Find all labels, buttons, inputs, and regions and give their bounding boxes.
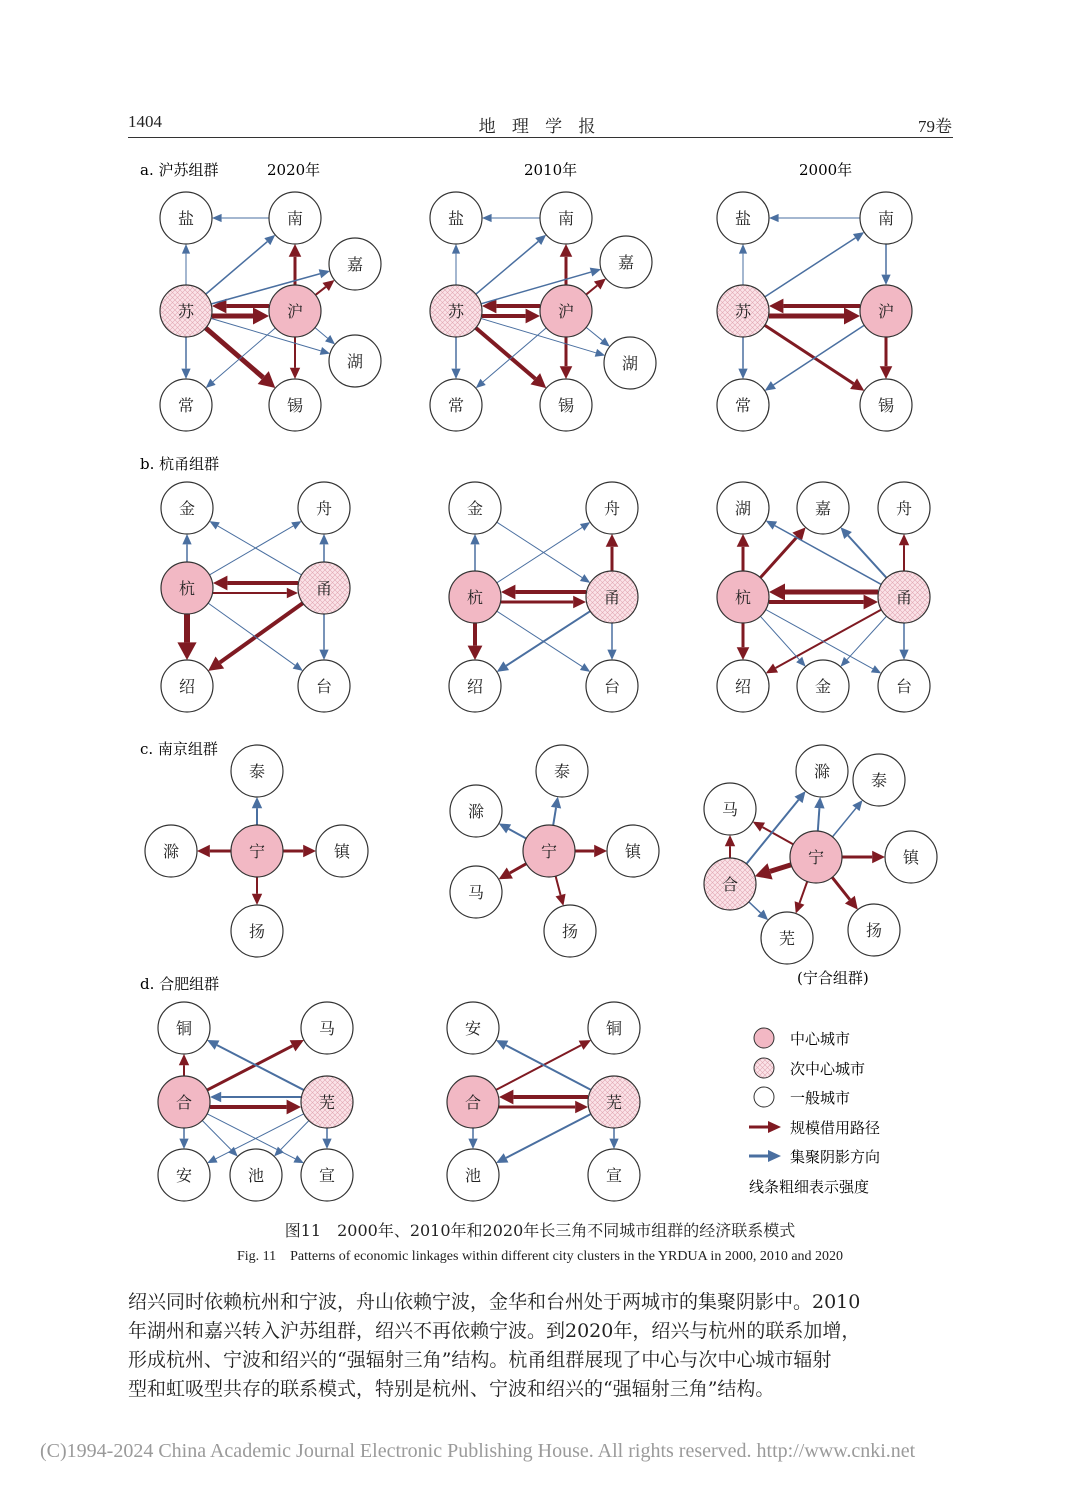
node-d2010-安 xyxy=(447,1002,499,1054)
node-a2000-盐 xyxy=(717,192,769,244)
edge-a2000-南-盐 xyxy=(769,214,860,222)
legend xyxy=(749,1028,880,1196)
edge-a2020-南-盐 xyxy=(212,214,269,222)
svg-text:宣: 宣 xyxy=(605,1166,623,1185)
year-label-2010: 2010年 xyxy=(524,161,578,179)
edge-b2000-杭-金 xyxy=(760,616,805,666)
legend-shadow-label: 集聚阴影方向 xyxy=(790,1148,881,1166)
svg-text:宁: 宁 xyxy=(540,842,558,861)
svg-text:盐: 盐 xyxy=(734,209,752,228)
figure-caption-en: Fig. 11 Patterns of economic linkages within different city clusters in the YRDUA in 2000, 2010 and 2020 xyxy=(236,1249,844,1264)
edge-d2020-合-铜 xyxy=(179,1054,189,1076)
node-c2010-扬 xyxy=(544,905,596,957)
edge-a2020-沪-嘉 xyxy=(315,280,334,295)
edge-c2000-宁-滁 xyxy=(814,797,824,831)
svg-text:宁: 宁 xyxy=(248,842,266,861)
legend-subcentral-swatch xyxy=(754,1058,774,1078)
node-d2020-马 xyxy=(301,1002,353,1054)
edge-c2010-宁-扬 xyxy=(556,876,566,906)
svg-text:南: 南 xyxy=(557,209,575,228)
node-b2000-金 xyxy=(797,660,849,712)
edge-a2010-南-盐 xyxy=(482,214,540,222)
node-a2000-锡 xyxy=(860,379,912,431)
node-a2010-沪 xyxy=(540,285,592,337)
svg-text:常: 常 xyxy=(177,396,195,415)
node-b2010-台 xyxy=(586,660,638,712)
node-a2010-苏 xyxy=(430,285,482,337)
edge-c2020-宁-镇 xyxy=(283,845,316,858)
edge-a2010-沪-锡 xyxy=(560,337,573,379)
node-b2010-金 xyxy=(449,482,501,534)
svg-text:马: 马 xyxy=(721,800,739,819)
edge-c2000-宁-泰 xyxy=(832,800,862,837)
node-c2000-芜 xyxy=(761,912,813,964)
node-d2010-池 xyxy=(447,1149,499,1201)
svg-text:池: 池 xyxy=(464,1166,482,1185)
node-a2020-嘉 xyxy=(329,238,381,290)
node-c2000-宁 xyxy=(790,831,842,883)
svg-text:安: 安 xyxy=(464,1019,482,1038)
svg-text:苏: 苏 xyxy=(447,302,465,321)
node-a2020-苏 xyxy=(160,285,212,337)
node-b2010-甬 xyxy=(586,571,638,623)
svg-text:嘉: 嘉 xyxy=(346,255,364,274)
node-a2020-沪 xyxy=(269,285,321,337)
svg-text:芜: 芜 xyxy=(318,1093,336,1112)
edge-c2000-宁-扬 xyxy=(832,877,858,909)
edge-b2000-甬-舟 xyxy=(899,534,909,571)
node-a2020-湖 xyxy=(329,335,381,387)
svg-text:沪: 沪 xyxy=(286,302,304,321)
svg-text:台: 台 xyxy=(895,677,913,696)
node-b2000-台 xyxy=(878,660,930,712)
svg-text:甬: 甬 xyxy=(315,579,333,598)
svg-text:镇: 镇 xyxy=(902,848,920,867)
node-a2020-盐 xyxy=(160,192,212,244)
svg-text:湖: 湖 xyxy=(346,352,364,371)
svg-text:绍: 绍 xyxy=(466,677,484,696)
edge-a2010-沪-湖 xyxy=(586,327,610,346)
edge-a2000-南-沪 xyxy=(881,244,890,285)
edge-b2000-甬-金 xyxy=(841,616,887,667)
svg-text:滁: 滁 xyxy=(813,762,831,781)
legend-borrow-label: 规模借用路径 xyxy=(790,1119,881,1137)
edge-b2020-甬-杭 xyxy=(213,576,298,591)
node-b2010-杭 xyxy=(449,571,501,623)
edge-a2010-苏-盐 xyxy=(452,244,460,285)
edge-b2020-杭-金 xyxy=(182,534,191,562)
node-a2020-南 xyxy=(269,192,321,244)
svg-text:滁: 滁 xyxy=(162,842,180,861)
edge-b2020-甬-舟 xyxy=(319,534,328,562)
edge-c2010-宁-滁 xyxy=(499,823,526,838)
copyright-footer: (C)1994-2024 China Academic Journal Electronic Publishing House. All rights reserved. http://www.cnki.net xyxy=(40,1440,916,1462)
node-d2020-安 xyxy=(158,1149,210,1201)
node-b2020-绍 xyxy=(161,660,213,712)
svg-text:滁: 滁 xyxy=(467,802,485,821)
edge-b2000-杭-湖 xyxy=(737,534,750,571)
legend-borrow-arrowhead xyxy=(768,1121,781,1133)
svg-text:泰: 泰 xyxy=(870,771,888,790)
legend-shadow-arrowhead xyxy=(768,1150,781,1162)
svg-text:锡: 锡 xyxy=(557,396,575,415)
svg-text:舟: 舟 xyxy=(895,499,913,518)
edge-b2010-杭-绍 xyxy=(468,623,483,660)
svg-text:沪: 沪 xyxy=(557,302,575,321)
svg-text:镇: 镇 xyxy=(624,842,642,861)
edge-c2000-合-马 xyxy=(725,835,735,858)
edge-c2010-宁-镇 xyxy=(575,845,607,858)
node-b2000-绍 xyxy=(717,660,769,712)
panel-label-b: b. 杭甬组群 xyxy=(140,455,220,473)
edge-c2010-宁-马 xyxy=(499,864,527,880)
year-label-2020: 2020年 xyxy=(267,161,321,179)
edge-b2000-杭-嘉 xyxy=(760,527,805,577)
edge-d2010-芜-宣 xyxy=(609,1128,618,1149)
edge-a2010-沪-嘉 xyxy=(586,278,606,294)
node-c2020-宁 xyxy=(231,825,283,877)
body-line-1: 绍兴同时依赖杭州和宁波，舟山依赖宁波，金华和台州处于两城市的集聚阴影中。2010 xyxy=(128,1291,861,1313)
legend-general-label: 一般城市 xyxy=(790,1089,851,1107)
svg-text:泰: 泰 xyxy=(248,762,266,781)
edge-b2010-杭-金 xyxy=(470,534,479,571)
svg-text:杭: 杭 xyxy=(734,588,752,607)
legend-central-label: 中心城市 xyxy=(790,1030,851,1048)
page-number: 1404 xyxy=(128,112,162,131)
svg-text:杭: 杭 xyxy=(466,588,484,607)
svg-text:舟: 舟 xyxy=(603,499,621,518)
svg-text:金: 金 xyxy=(466,499,484,518)
cluster-note: (宁合组群) xyxy=(797,969,869,987)
node-c2020-扬 xyxy=(231,905,283,957)
edge-a2020-苏-盐 xyxy=(182,244,190,285)
svg-text:扬: 扬 xyxy=(248,922,266,941)
svg-text:盐: 盐 xyxy=(447,209,465,228)
edge-c2000-合-芜 xyxy=(749,902,768,920)
edge-a2000-苏-常 xyxy=(738,337,747,379)
svg-text:扬: 扬 xyxy=(561,922,579,941)
node-c2020-镇 xyxy=(316,825,368,877)
node-a2010-锡 xyxy=(540,379,592,431)
edge-c2020-宁-滁 xyxy=(197,845,231,858)
node-a2010-南 xyxy=(540,192,592,244)
node-a2010-嘉 xyxy=(600,236,652,288)
svg-text:合: 合 xyxy=(175,1093,193,1112)
edge-d2010-合-池 xyxy=(468,1128,477,1149)
svg-text:盐: 盐 xyxy=(177,209,195,228)
svg-text:湖: 湖 xyxy=(621,354,639,373)
svg-text:台: 台 xyxy=(603,677,621,696)
journal-title: 地 理 学 报 xyxy=(478,117,602,136)
svg-text:嘉: 嘉 xyxy=(814,499,832,518)
svg-text:芜: 芜 xyxy=(605,1093,623,1112)
svg-text:苏: 苏 xyxy=(177,302,195,321)
body-line-3: 形成杭州、宁波和绍兴的“强辐射三角”结构。杭甬组群展现了中心与次中心城市辐射 xyxy=(128,1349,832,1371)
edge-d2010-芜-合 xyxy=(499,1090,588,1105)
panel-label-a: a. 沪苏组群 xyxy=(140,161,219,179)
panel-label-c: c. 南京组群 xyxy=(140,740,218,758)
svg-text:湖: 湖 xyxy=(734,499,752,518)
svg-text:宣: 宣 xyxy=(318,1166,336,1185)
edge-c2020-宁-扬 xyxy=(252,877,262,905)
edge-a2020-苏-南 xyxy=(206,235,275,294)
svg-text:甬: 甬 xyxy=(895,588,913,607)
svg-text:常: 常 xyxy=(447,396,465,415)
body-paragraph xyxy=(128,1288,958,1404)
svg-text:南: 南 xyxy=(286,209,304,228)
legend-note: 线条粗细表示强度 xyxy=(749,1178,870,1196)
node-d2020-芜 xyxy=(301,1076,353,1128)
node-c2000-泰 xyxy=(853,754,905,806)
node-a2020-锡 xyxy=(269,379,321,431)
legend-central-swatch xyxy=(754,1028,774,1048)
node-a2010-常 xyxy=(430,379,482,431)
svg-text:铜: 铜 xyxy=(605,1019,623,1038)
svg-text:金: 金 xyxy=(814,677,832,696)
node-a2000-苏 xyxy=(717,285,769,337)
node-d2020-铜 xyxy=(158,1002,210,1054)
node-b2010-绍 xyxy=(449,660,501,712)
svg-text:合: 合 xyxy=(721,875,739,894)
node-c2000-扬 xyxy=(848,904,900,956)
edge-b2020-杭-绍 xyxy=(177,614,196,660)
svg-text:舟: 舟 xyxy=(315,499,333,518)
node-b2020-舟 xyxy=(298,482,350,534)
node-b2020-金 xyxy=(161,482,213,534)
edge-a2010-苏-常 xyxy=(451,337,460,379)
legend-general-swatch xyxy=(754,1087,774,1107)
svg-text:泰: 泰 xyxy=(553,762,571,781)
figure-caption-cn: 图11 2000年、2010年和2020年长三角不同城市组群的经济联系模式 xyxy=(284,1221,796,1240)
svg-text:金: 金 xyxy=(178,499,196,518)
edge-d2010-芜-池 xyxy=(496,1114,591,1163)
edge-b2000-杭-绍 xyxy=(737,623,750,660)
edge-a2000-苏-盐 xyxy=(739,244,747,285)
node-c2010-宁 xyxy=(523,825,575,877)
svg-text:宁: 宁 xyxy=(807,848,825,867)
svg-text:合: 合 xyxy=(464,1093,482,1112)
edge-a2020-沪-湖 xyxy=(315,328,335,345)
edge-d2020-合-芜 xyxy=(210,1100,301,1115)
body-line-2: 年湖州和嘉兴转入沪苏组群，绍兴不再依赖宁波。到2020年，绍兴与杭州的联系加增， xyxy=(128,1320,861,1342)
edge-d2020-芜-宣 xyxy=(322,1128,331,1149)
edge-c2010-宁-泰 xyxy=(551,797,561,826)
node-d2010-合 xyxy=(447,1076,499,1128)
node-d2010-宣 xyxy=(588,1149,640,1201)
svg-text:台: 台 xyxy=(315,677,333,696)
node-d2020-宣 xyxy=(301,1149,353,1201)
node-a2010-盐 xyxy=(430,192,482,244)
edge-b2010-甬-台 xyxy=(607,623,616,660)
svg-text:铜: 铜 xyxy=(175,1019,193,1038)
node-d2020-池 xyxy=(230,1149,282,1201)
node-c2020-泰 xyxy=(231,745,283,797)
node-d2020-合 xyxy=(158,1076,210,1128)
edge-c2000-宁-镇 xyxy=(842,851,885,864)
svg-text:安: 安 xyxy=(175,1166,193,1185)
svg-text:绍: 绍 xyxy=(734,677,752,696)
svg-text:常: 常 xyxy=(734,396,752,415)
node-a2010-湖 xyxy=(604,337,656,389)
svg-text:镇: 镇 xyxy=(333,842,351,861)
edge-b2000-甬-杭 xyxy=(769,584,878,601)
svg-text:锡: 锡 xyxy=(877,396,895,415)
node-c2010-马 xyxy=(450,866,502,918)
node-c2010-泰 xyxy=(536,745,588,797)
node-a2020-常 xyxy=(160,379,212,431)
edge-d2020-合-池 xyxy=(202,1121,237,1157)
panel-label-d: d. 合肥组群 xyxy=(140,975,220,993)
edge-a2020-苏-常 xyxy=(181,337,190,379)
edge-d2020-合-安 xyxy=(179,1128,188,1149)
edge-a2010-苏-南 xyxy=(476,235,546,294)
node-d2010-芜 xyxy=(588,1076,640,1128)
node-c2010-滁 xyxy=(450,785,502,837)
svg-text:沪: 沪 xyxy=(877,302,895,321)
svg-text:南: 南 xyxy=(877,209,895,228)
node-c2000-滁 xyxy=(796,745,848,797)
svg-text:锡: 锡 xyxy=(286,396,304,415)
node-c2000-马 xyxy=(704,783,756,835)
node-d2010-铜 xyxy=(588,1002,640,1054)
svg-text:芜: 芜 xyxy=(778,929,796,948)
svg-text:杭: 杭 xyxy=(178,579,196,598)
edge-b2000-甬-嘉 xyxy=(841,527,887,578)
node-c2000-镇 xyxy=(885,831,937,883)
node-a2000-南 xyxy=(860,192,912,244)
edge-b2010-甬-舟 xyxy=(606,534,619,571)
svg-text:绍: 绍 xyxy=(178,677,196,696)
legend-subcentral-label: 次中心城市 xyxy=(790,1060,866,1078)
volume-label: 79卷 xyxy=(918,117,952,136)
node-c2000-合 xyxy=(704,858,756,910)
edge-c2020-宁-泰 xyxy=(252,797,262,825)
svg-text:扬: 扬 xyxy=(865,921,883,940)
edge-a2000-苏-南 xyxy=(765,232,864,297)
svg-text:甬: 甬 xyxy=(603,588,621,607)
node-b2020-杭 xyxy=(161,562,213,614)
node-b2020-甬 xyxy=(298,562,350,614)
node-b2000-杭 xyxy=(717,571,769,623)
svg-text:马: 马 xyxy=(318,1019,336,1038)
edge-b2000-甬-台 xyxy=(899,623,908,660)
node-b2000-舟 xyxy=(878,482,930,534)
year-label-2000: 2000年 xyxy=(799,161,853,179)
edge-a2000-沪-锡 xyxy=(880,337,893,379)
node-c2010-镇 xyxy=(607,825,659,877)
edge-b2000-杭-甬 xyxy=(769,595,878,610)
node-a2000-常 xyxy=(717,379,769,431)
node-a2000-沪 xyxy=(860,285,912,337)
svg-text:马: 马 xyxy=(467,883,485,902)
node-b2010-舟 xyxy=(586,482,638,534)
node-b2000-嘉 xyxy=(797,482,849,534)
node-c2020-滁 xyxy=(145,825,197,877)
edge-c2000-宁-芜 xyxy=(795,881,808,913)
node-b2000-甬 xyxy=(878,571,930,623)
svg-text:池: 池 xyxy=(247,1166,265,1185)
svg-text:嘉: 嘉 xyxy=(617,253,635,272)
body-line-4: 型和虹吸型共存的联系模式，特别是杭州、宁波和绍兴的“强辐射三角”结构。 xyxy=(128,1378,775,1400)
node-b2020-台 xyxy=(298,660,350,712)
edge-c2000-宁-马 xyxy=(753,822,794,845)
node-b2000-湖 xyxy=(717,482,769,534)
svg-text:苏: 苏 xyxy=(734,302,752,321)
edge-b2020-甬-台 xyxy=(319,614,328,660)
edge-c2000-宁-合 xyxy=(755,863,791,879)
